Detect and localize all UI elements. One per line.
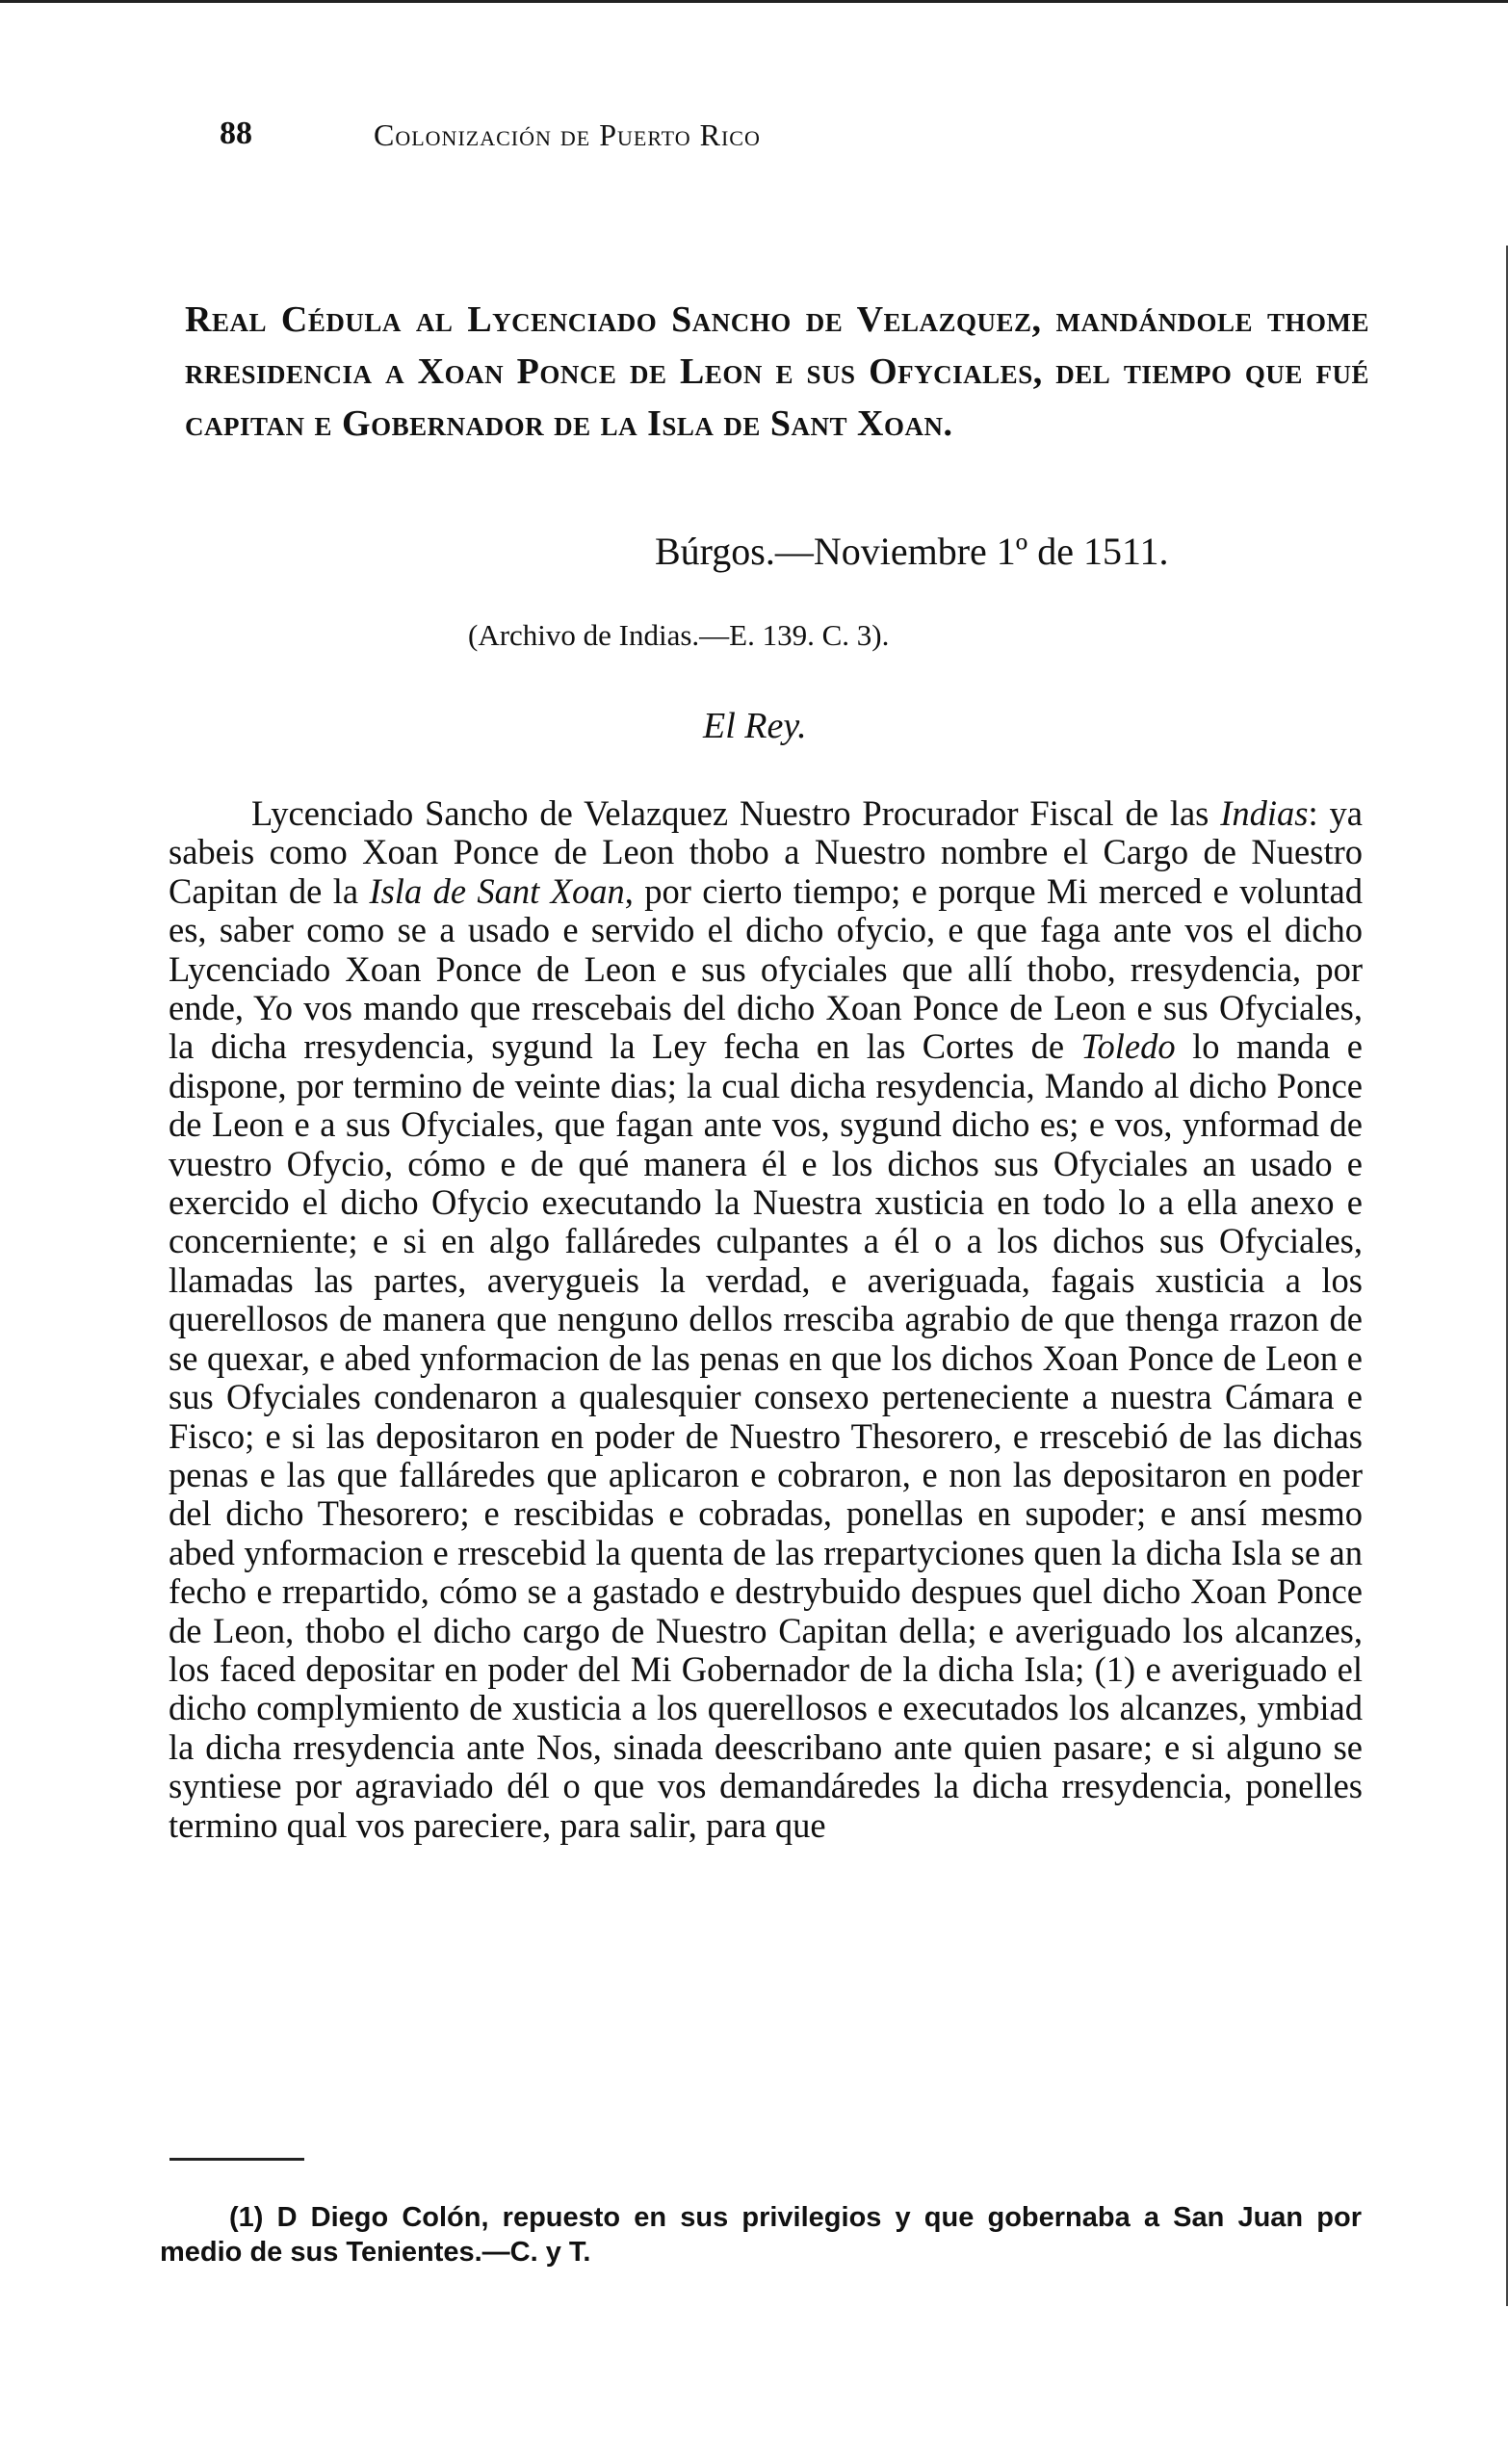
signature-line: El Rey. [703,706,807,746]
footnote-rule [169,2158,304,2161]
running-title: Colonización de Puerto Rico [374,117,761,152]
page-header [220,116,1356,164]
body-text-part-3: , por cierto tiempo; e porque Mi merced e voluntad es, saber como se a usado e servido el dicho ofycio, e que faga ante vos el dicho Lycenciado Xoan Ponce de Leon e sus ofyciales que allí thobo, rresydencia, por ende, Yo vos mando que rrescebais del dicho Xoan Ponce de Leon e sus Ofyciales, la dicha rresydencia, sygund la Ley fecha en las Cortes de [169,870,1363,1067]
document-title: Real Cédula al Lycenciado Sancho de Velazquez, mandándole thome rresidencia a Xoan Ponce de Leon e sus Ofyciales, del tiempo que fué capitan e Gobernador de la Isla de Sant Xoan. [185,299,1369,444]
place-date: Búrgos.—Noviembre 1º de 1511. [655,530,1169,573]
footnote: (1) D Diego Colón, repuesto en sus privilegios y que gobernaba a San Juan por medio de sus Tenientes.—C. y T. [160,2202,1362,2268]
body-text-part-1: Lycenciado Sancho de Velazquez Nuestro Procurador Fiscal de las [251,793,1221,833]
body-italic-indias: Indias [1220,793,1309,833]
page-number: 88 [220,116,252,151]
body-italic-isla: Isla de Sant Xoan [369,870,625,911]
top-rule [0,0,1508,3]
body-text-part-2: : ya sabeis como Xoan Ponce de Leon thobo a Nuestro nombre el Cargo de Nuestro Capitan de la [169,793,1363,911]
body-paragraph [169,794,1363,1845]
archive-reference: (Archivo de Indias.—E. 139. C. 3). [468,618,890,652]
body-text-part-4: lo manda e dispone, por termino de veinte dias; la cual dicha resydencia, Mando al dicho Ponce de Leon e a sus Ofyciales, que fagan ante vos, sygund dicho es; e vos, ynformad de vuestro Ofycio, cómo e de qué manera él e los dichos sus Ofyciales an usado e exercido el dicho Ofycio executando la Nuestra xusticia en todo lo a ella anexo e concerniente; e si en algo falláredes culpantes a él o a los dichos sus Ofyciales, llamadas las partes, averygueis la verdad, e averiguada, fagais xusticia a los querellosos de manera que nenguno dellos rresciba agrabio de que thenga rrazon de se quexar, e abed ynformacion de las penas en que los dichos Xoan Ponce de Leon e sus Ofyciales condenaron a qualesquier consexo perteneciente a nuestra Cámara e Fisco; e si las depositaron en poder de Nuestro Thesorero, e rrescebió de las dichas penas e las que falláredes que aplicaron e cobraron, e non las depositaron en poder del dicho Thesorero; e rescibidas e cobradas, ponellas en supoder; e ansí mesmo abed ynformacion e rrescebid la quenta de las rrepartyciones quen la dicha Isla se an fecho e rrepartido, cómo se a gastado e destrybuido despues quel dicho Xoan Ponce de Leon, thobo el dicho cargo de Nuestro Capitan della; e averiguado los alcanzes, los faced depositar en poder del Mi Gobernador de la dicha Isla; (1) e averiguado el dicho complymiento de xusticia a los querellosos e executados los alcanzes, ymbiad la dicha rresydencia ante Nos, sinada deescribano ante quien pasare; e si alguno se syntiese por agraviado dél o que vos demandáredes la dicha rresydencia, ponelles termino qual vos pareciere, para salir, para que [169,1026,1363,1845]
body-italic-toledo: Toledo [1080,1026,1176,1067]
